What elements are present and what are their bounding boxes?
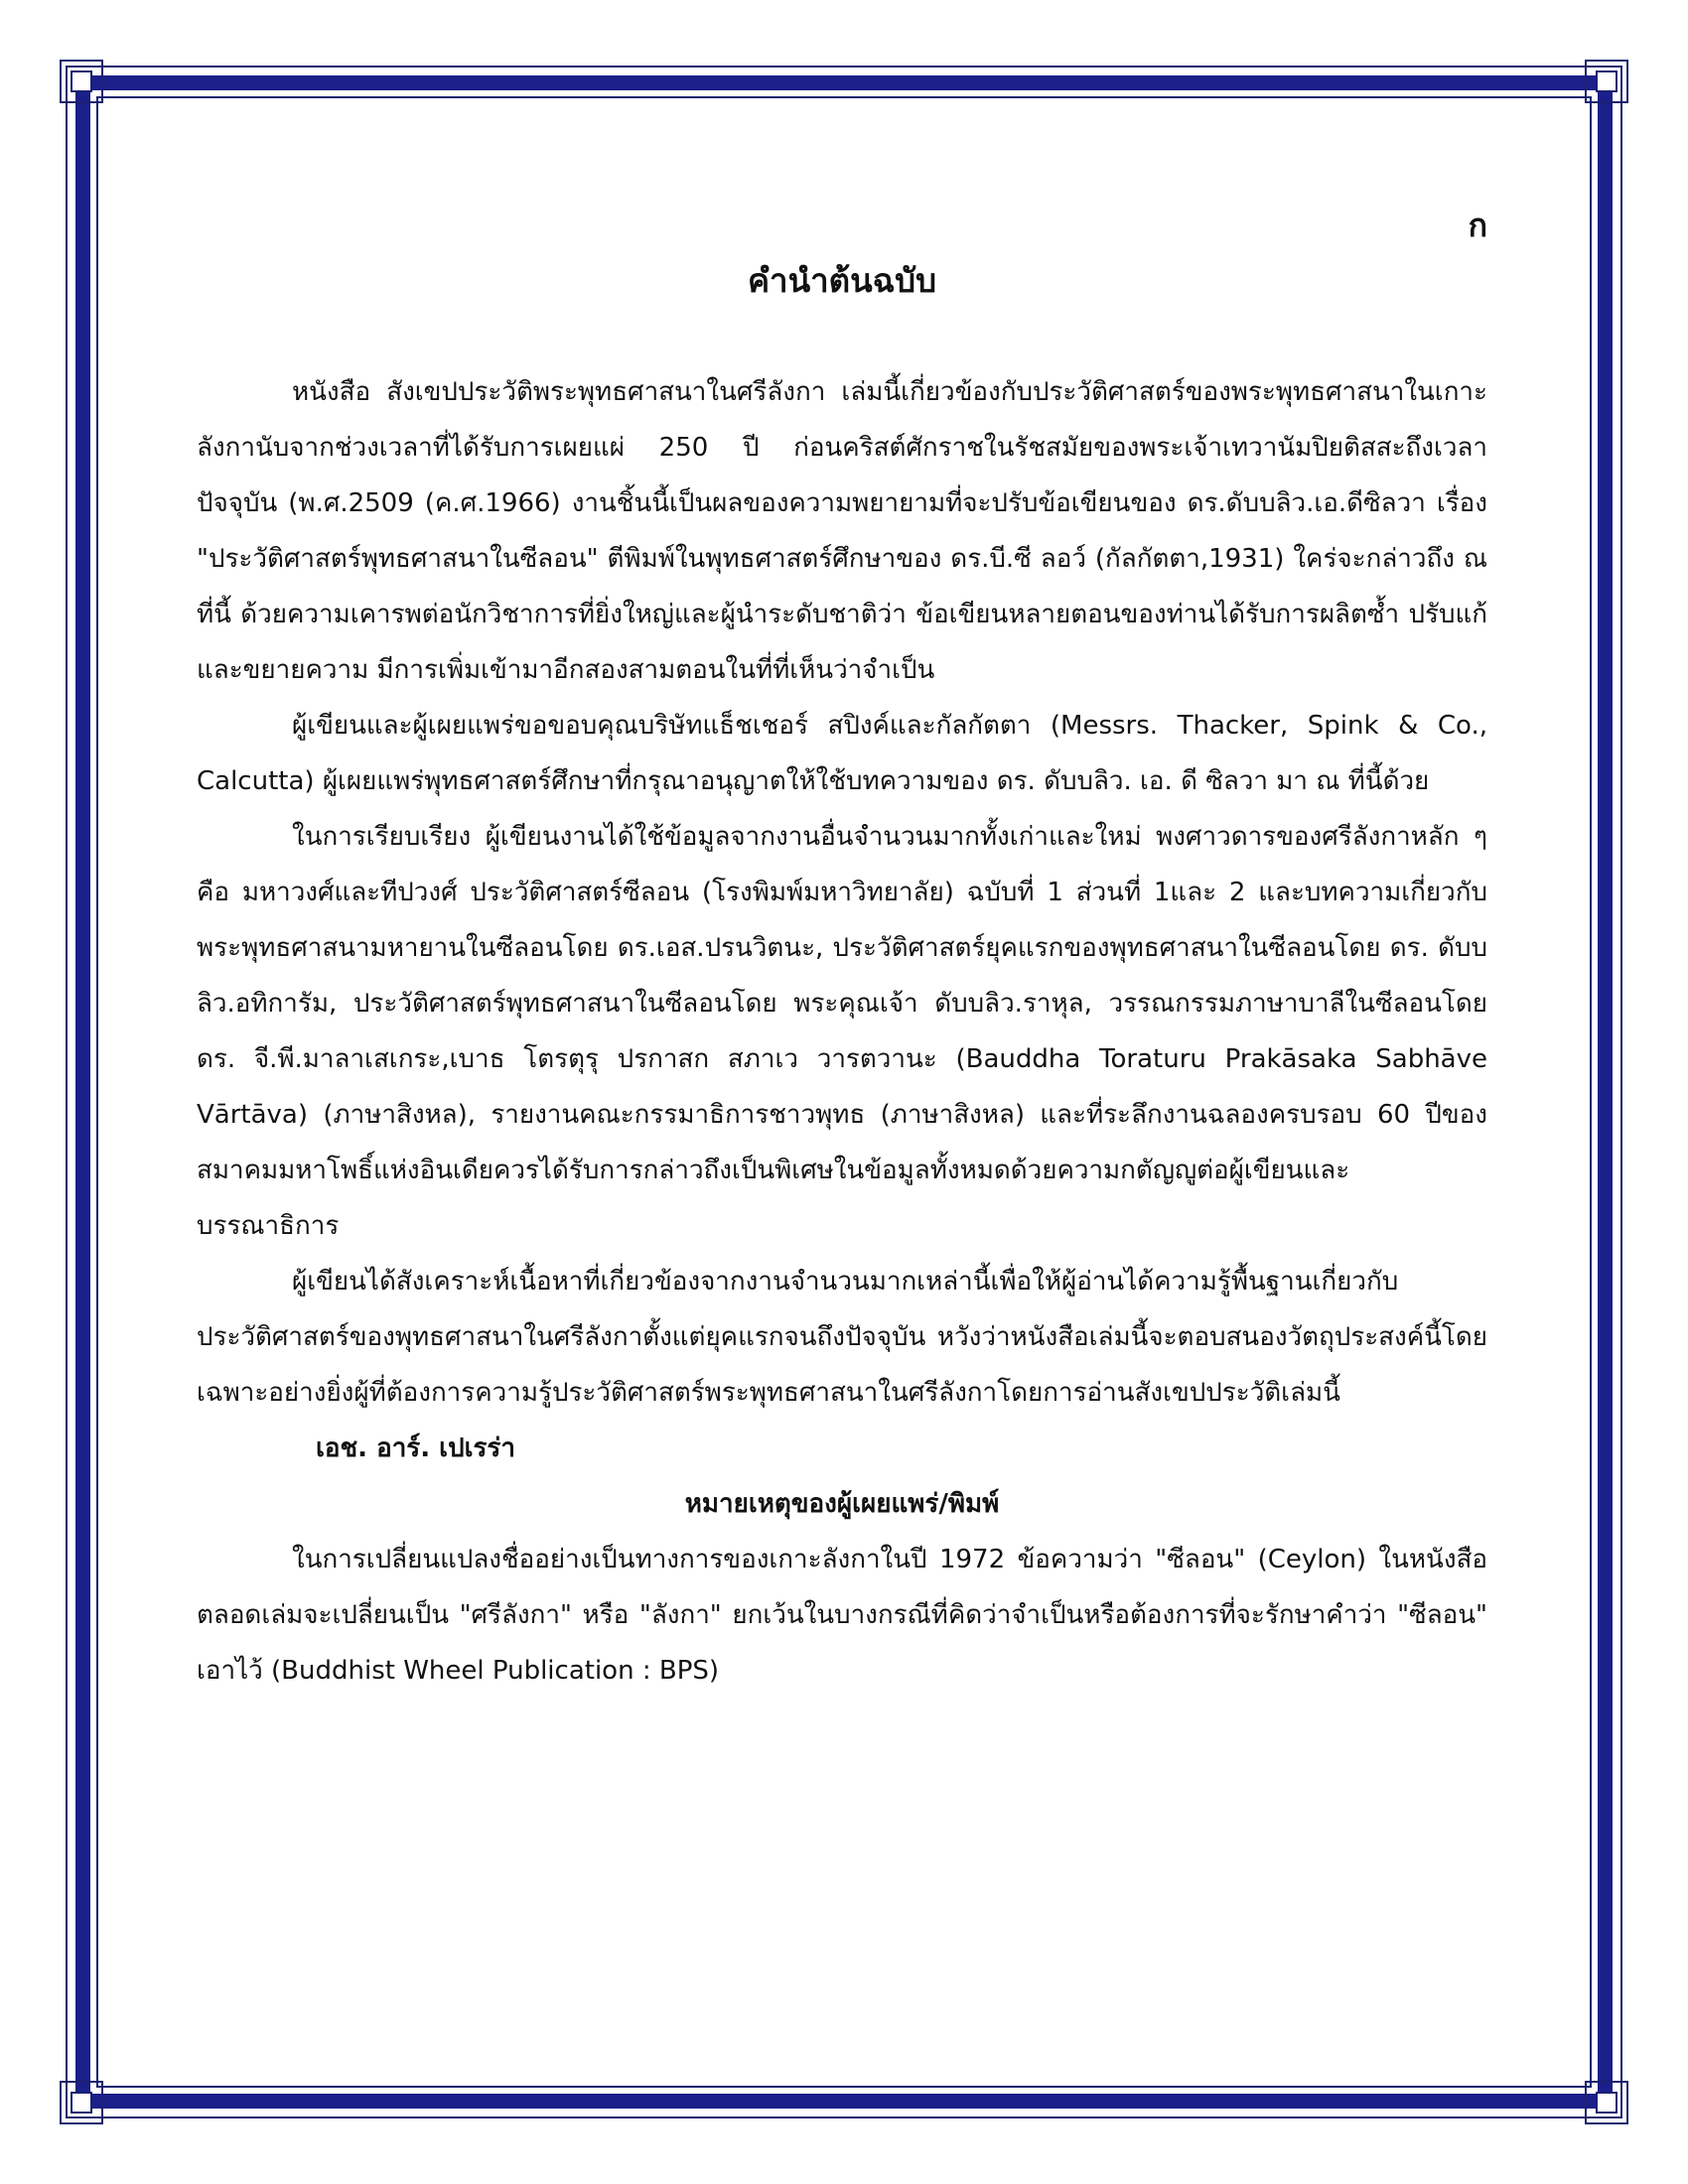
author-signature: เอช. อาร์. เปเรร่า	[316, 1433, 515, 1463]
border-corner-ornament-bottom-left	[60, 2081, 103, 2124]
paragraph-1: หนังสือ สังเขปประวัติพระพุทธศาสนาในศรีลังกา เล่มนี้เกี่ยวข้องกับประวัติศาสตร์ของพระพุทธศาสนาในเกาะลังกานับจากช่วงเวลาที่ได้รับการเผยแผ่ 250 ปี ก่อนคริสต์ศักราชในรัชสมัยของพระเจ้าเทวานัมปิยติสสะถึงเวลาปัจจุบัน (พ.ศ.2509 (ค.ศ.1966) งานชิ้นนี้เป็นผลของความพยายามที่จะปรับข้อเขียนของ ดร.ดับบลิว.เอ.ดีซิลวา เรื่อง "ประวัติศาสตร์พุทธศาสนาในซีลอน" ตีพิมพ์ในพุทธศาสตร์ศึกษาของ ดร.บี.ซี ลอว์ (กัลกัตตา,1931) ใคร่จะกล่าวถึง ณ ที่นี้ ด้วยความเคารพต่อนักวิชาการที่ยิ่งใหญ่และผู้นำระดับชาติว่า ข้อเขียนหลายตอนของท่านได้รับการผลิตซ้ำ ปรับแก้และขยายความ มีการเพิ่มเข้ามาอีกสองสามตอนในที่ที่เห็นว่าจำเป็น	[197, 377, 1487, 685]
paragraph-2: ผู้เขียนและผู้เผยแพร่ขอขอบคุณบริษัทแธ็ชเชอร์ สปิงค์และกัลกัตตา (Messrs. Thacker, Spink & Co., Calcutta) ผู้เผยแพร่พุทธศาสตร์ศึกษาที่กรุณาอนุญาตให้ใช้บทความของ ดร. ดับบลิว. เอ. ดี ซิลวา มา ณ ที่นี้ด้วย	[197, 711, 1487, 796]
border-corner-ornament-bottom-right	[1585, 2081, 1628, 2124]
paragraph-4: ผู้เขียนได้สังเคราะห์เนื้อหาที่เกี่ยวข้องจากงานจำนวนมากเหล่านี้เพื่อให้ผู้อ่านได้ความรู้พื้นฐานเกี่ยวกับประวัติศาสตร์ของพุทธศาสนาในศรีลังกาตั้งแต่ยุคแรกจนถึงปัจจุบัน หวังว่าหนังสือเล่มนี้จะตอบสนองวัตถุประสงค์นี้โดยเฉพาะอย่างยิ่งผู้ที่ต้องการความรู้ประวัติศาสตร์พระพุทธศาสนาในศรีลังกาโดยการอ่านสังเขปประวัติเล่มนี้	[197, 1267, 1487, 1408]
publisher-note-text: ในการเปลี่ยนแปลงชื่ออย่างเป็นทางการของเกาะลังกาในปี 1972 ข้อความว่า "ซีลอน" (Ceylon) ในหนังสือตลอดเล่มจะเปลี่ยนเป็น "ศรีลังกา" หรือ "ลังกา" ยกเว้นในบางกรณีที่คิดว่าจำเป็นหรือต้องการที่จะรักษาคำว่า "ซีลอน" เอาไว้ (Buddhist Wheel Publication : BPS)	[197, 1545, 1487, 1686]
page-title: คำนำต้นฉบับ	[747, 261, 937, 300]
border-corner-ornament-top-right	[1585, 60, 1628, 103]
page-content	[197, 199, 1487, 1699]
publisher-note-title: หมายเหตุของผู้เผยแพร่/พิมพ์	[684, 1489, 1000, 1519]
paragraph-3: ในการเรียบเรียง ผู้เขียนงานได้ใช้ข้อมูลจากงานอื่นจำนวนมากทั้งเก่าและใหม่ พงศาวดารของศรีลังกาหลัก ๆ คือ มหาวงศ์และทีปวงศ์ ประวัติศาสตร์ซีลอน (โรงพิมพ์มหาวิทยาลัย) ฉบับที่ 1 ส่วนที่ 1และ 2 และบทความเกี่ยวกับพระพุทธศาสนามหายานในซีลอนโดย ดร.เอส.ปรนวิตนะ, ประวัติศาสตร์ยุคแรกของพุทธศาสนาในซีลอนโดย ดร. ดับบลิว.อทิการัม, ประวัติศาสตร์พุทธศาสนาในซีลอนโดย พระคุณเจ้า ดับบลิว.ราหุล, วรรณกรรมภาษาบาลีในซีลอนโดย ดร. จี.พี.มาลาเสเกระ,เบาธ โตรตุรุ ปรกาสก สภาเว วารตวานะ (Bauddha Toraturu Prakāsaka Sabhāve Vārtāva) (ภาษาสิงหล), รายงานคณะกรรมาธิการชาวพุทธ (ภาษาสิงหล) และที่ระลึกงานฉลองครบรอบ 60 ปีของสมาคมมหาโพธิ์แห่งอินเดียควรได้รับการกล่าวถึงเป็นพิเศษในข้อมูลทั้งหมดด้วยความกตัญญูต่อผู้เขียนและบรรณาธิการ	[197, 822, 1487, 1241]
border-corner-ornament-top-left	[60, 60, 103, 103]
page-number: ก	[1468, 206, 1487, 244]
